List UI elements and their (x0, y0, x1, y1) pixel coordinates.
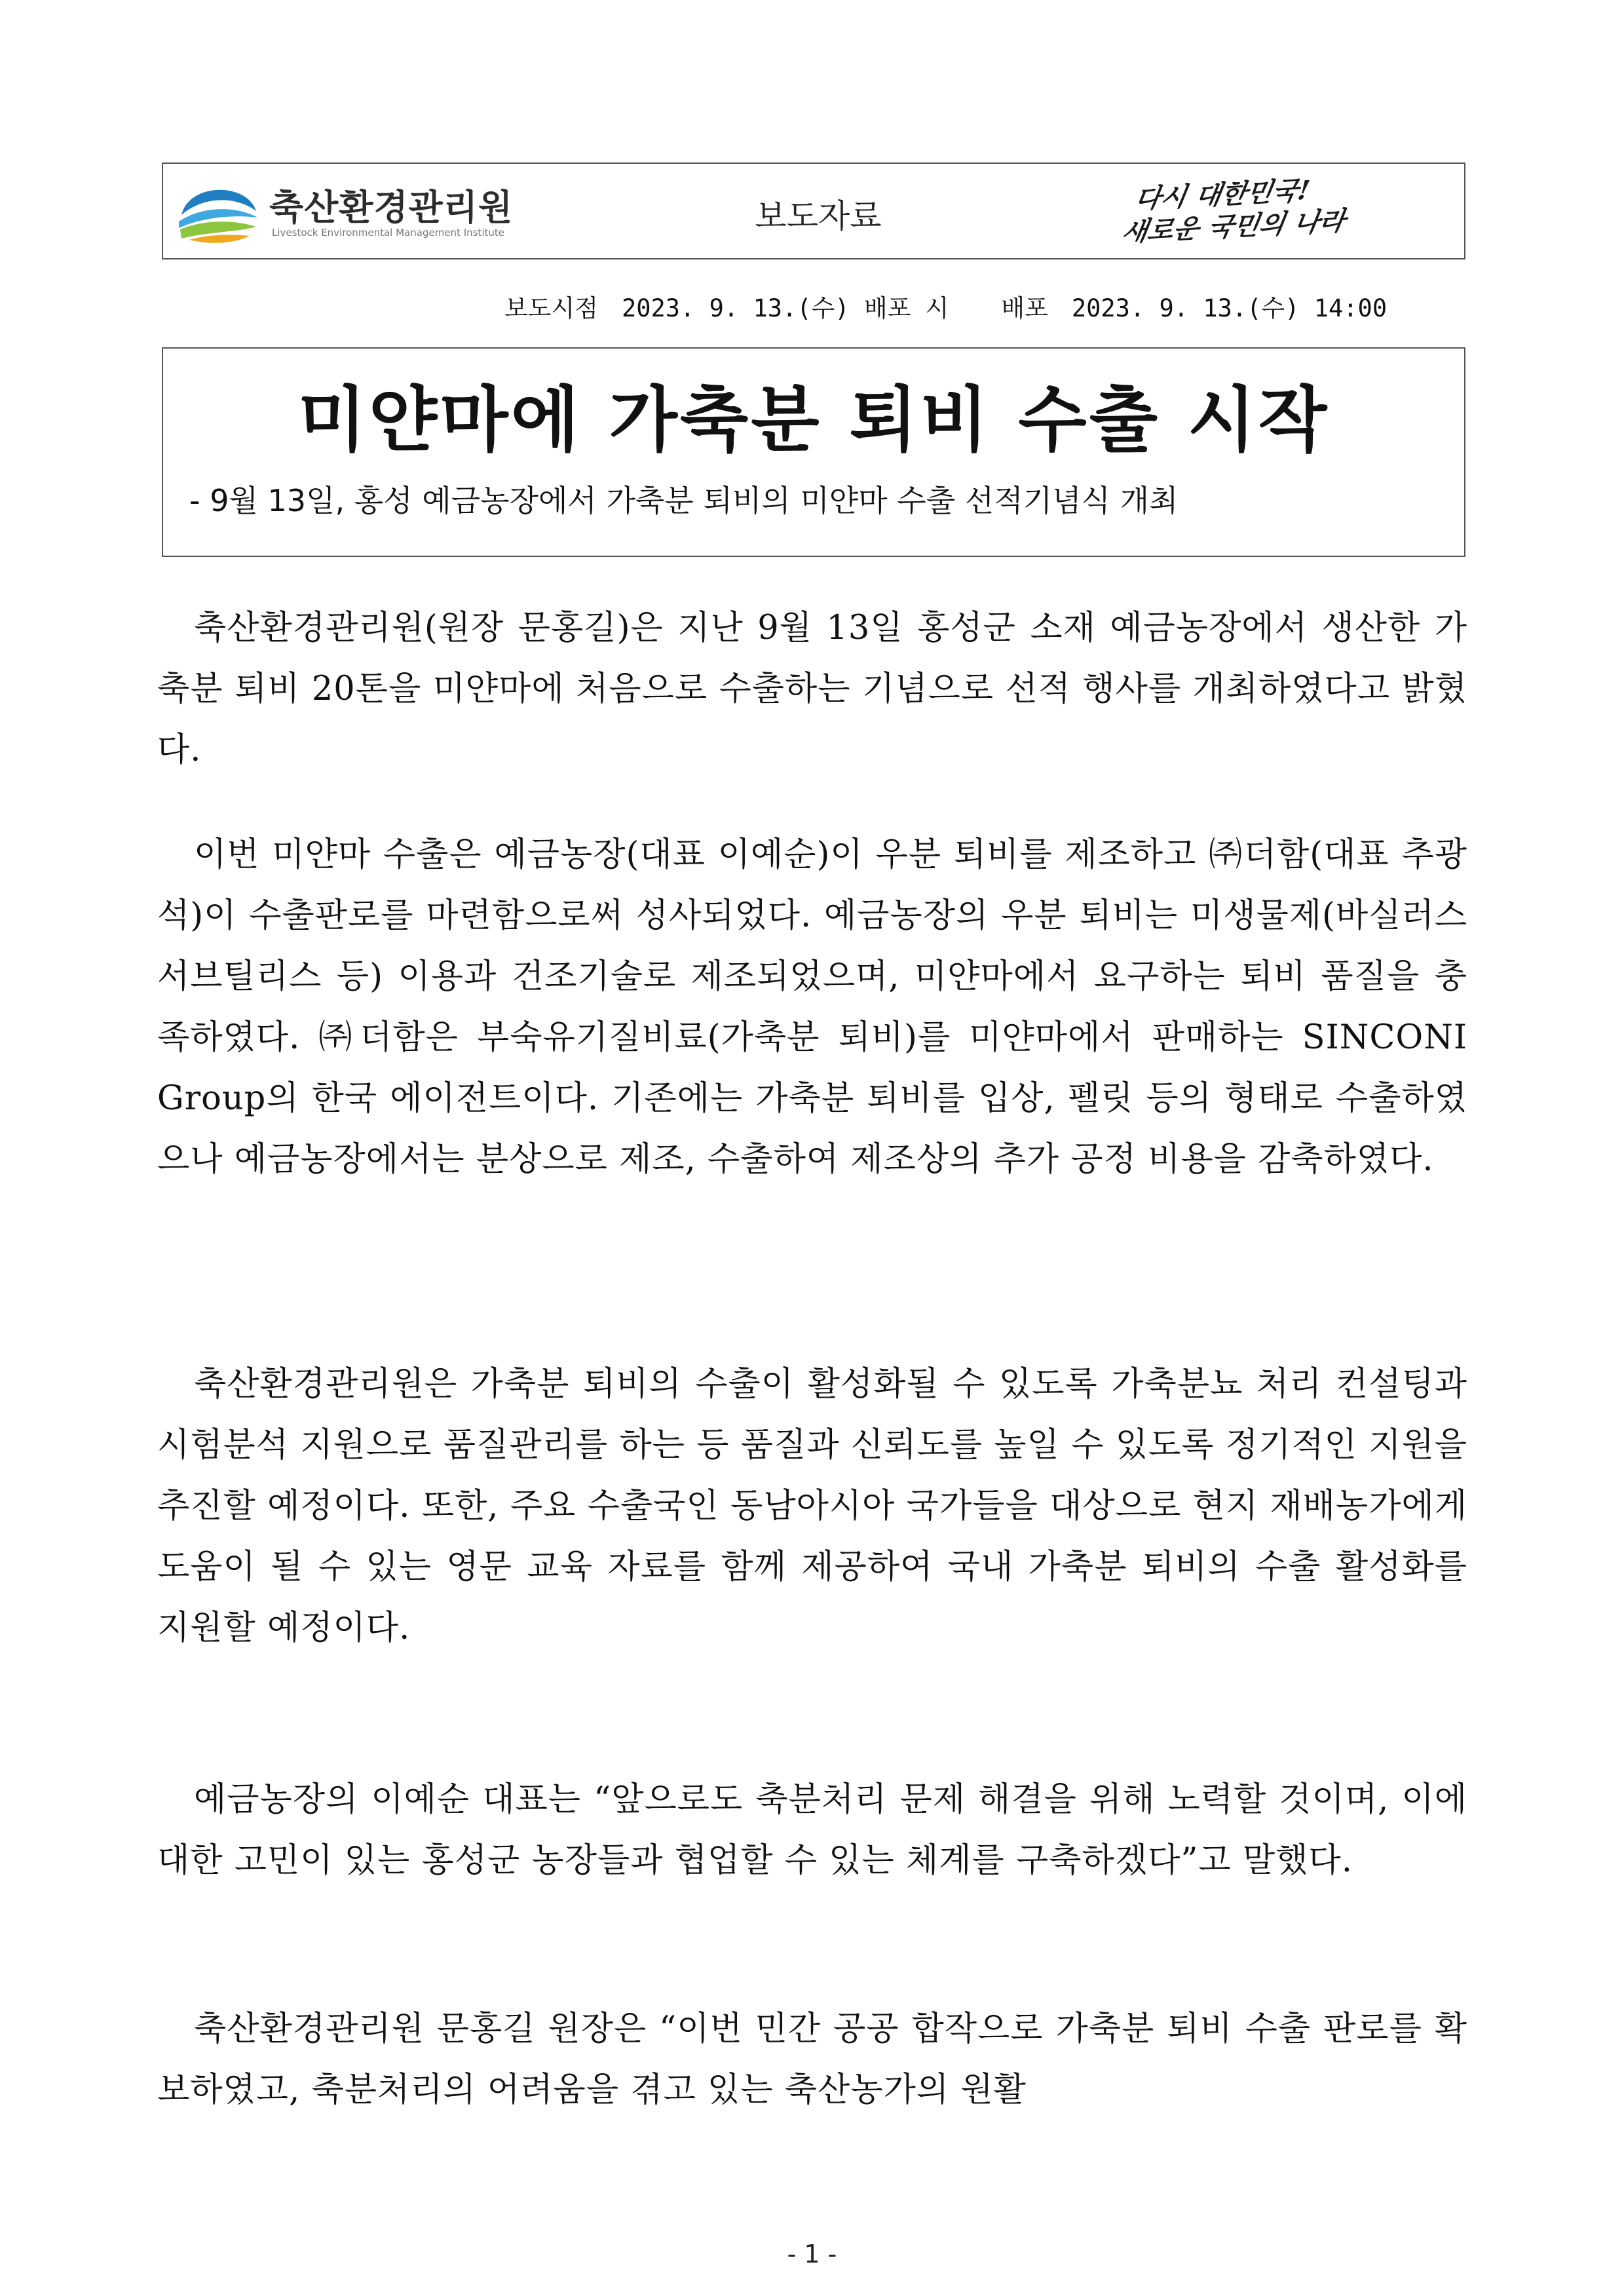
page-subtitle: - 9월 13일, 홍성 예금농장에서 가축분 퇴비의 미얀마 수출 선적기념식 개최 (189, 483, 1179, 518)
paragraph-text: 이번 미얀마 수출은 예금농장(대표 이예순)이 우분 퇴비를 제조하고 ㈜더함(대표 추광석)이 수출판로를 마련함으로써 성사되었다. 예금농장의 우분 퇴비는 미생물제(바실러스 서브틸리스 등) 이용과 건조기술로 제조되었으며, 미얀마에서 요구하는 퇴비 품질을 충족하였다. ㈜더함은 부숙유기질비료(가축분 퇴비)를 미얀마에서 판매하는 SINCONI Group의 한국 에이전트이다. 기존에는 가축분 퇴비를 입상, 펠릿 등의 형태로 수출하였으나 예금농장에서는 분상으로 제조, 수출하여 제조상의 추가 공정 비용을 감축하였다. (157, 835, 1467, 1179)
org-name-en: Livestock Environmental Management Institute (272, 227, 504, 239)
doc-type-label: 보도자료 (755, 197, 882, 235)
release-info (504, 288, 1387, 324)
slogan-line-2: 새로운 국민의 나라 (1120, 205, 1348, 248)
distribution-label: 배포 (1001, 294, 1048, 322)
release-date: 2023. 9. 13.(수) 배포 시 (621, 294, 949, 322)
paragraph-text: 축산환경관리원 문홍길 원장은 “이번 민간 공공 합작으로 가축분 퇴비 수출 판로를 확보하였고, 축분처리의 어려움을 겪고 있는 축산농가의 원활 (157, 2010, 1467, 2109)
paragraph-text: 축산환경관리원(원장 문홍길)은 지난 9월 13일 홍성군 소재 예금농장에서 생산한 가축분 퇴비 20톤을 미얀마에 처음으로 수출하는 기념으로 선적 행사를 개최하였다고 밝혔다. (157, 609, 1467, 769)
paragraph-3 (157, 1354, 1467, 1658)
slogan-line-1: 다시 대한민국! (1133, 174, 1312, 215)
title-box (162, 347, 1465, 557)
page-number: - 1 - (787, 2240, 837, 2268)
paragraph-2 (157, 824, 1467, 1190)
release-label: 보도시점 (504, 294, 598, 322)
paragraph-1 (157, 598, 1467, 780)
org-logo (176, 172, 543, 253)
distribution-date: 2023. 9. 13.(수) 14:00 (1071, 294, 1388, 322)
page-title: 미얀마에 가축분 퇴비 수출 시작 (297, 379, 1330, 461)
header-box (162, 163, 1465, 259)
org-name: 축산환경관리원 (269, 187, 514, 228)
paragraph-text: 축산환경관리원은 가축분 퇴비의 수출이 활성화될 수 있도록 가축분뇨 처리 컨설팅과 시험분석 지원으로 품질관리를 하는 등 품질과 신뢰도를 높일 수 있도록 정기적인 지원을 추진할 예정이다. 또한, 주요 수출국인 동남아시아 국가들을 대상으로 현지 재배농가에게 도움이 될 수 있는 영문 교육 자료를 함께 제공하여 국내 가축분 퇴비의 수출 활성화를 지원할 예정이다. (157, 1365, 1467, 1647)
slogan (1120, 174, 1425, 248)
org-emblem-icon (176, 176, 260, 249)
paragraph-5 (157, 1999, 1467, 2120)
paragraph-4 (157, 1769, 1467, 1891)
paragraph-text: 예금농장의 이예순 대표는 “앞으로도 축분처리 문제 해결을 위해 노력할 것이며, 이에 대한 고민이 있는 홍성군 농장들과 협업할 수 있는 체계를 구축하겠다”고 말했다. (157, 1780, 1467, 1880)
